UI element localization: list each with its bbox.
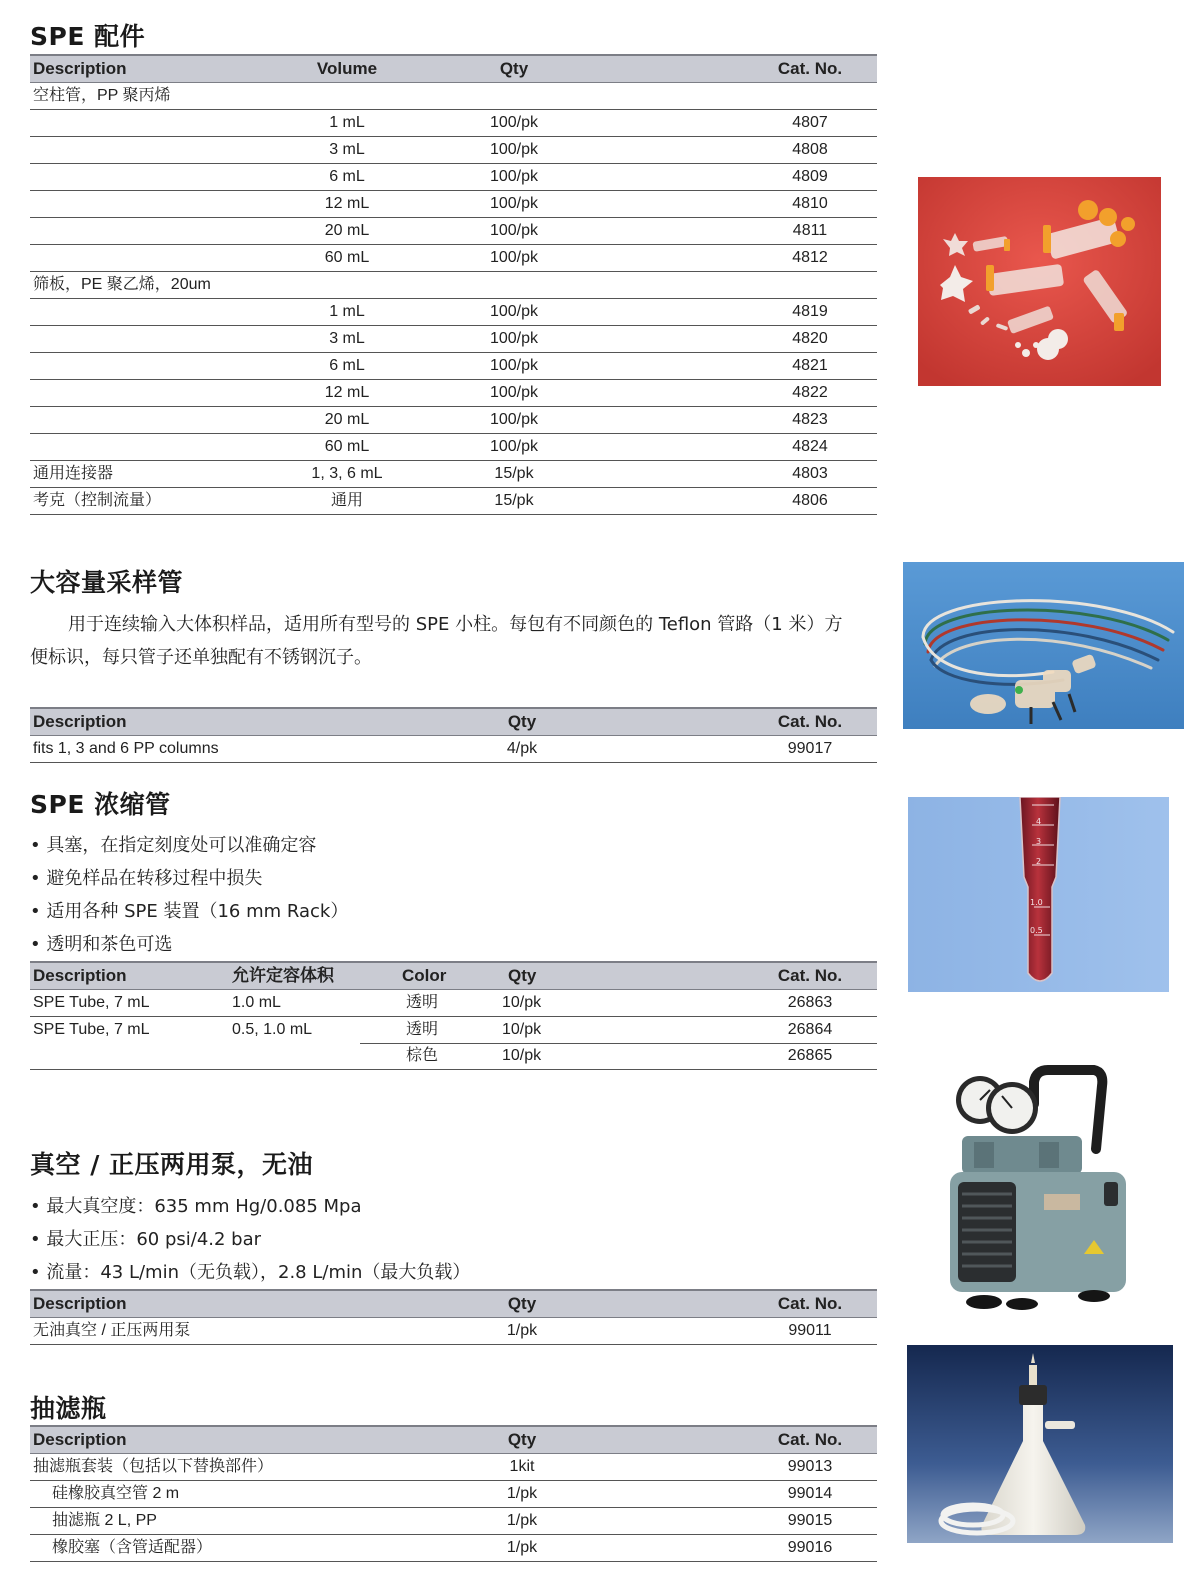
cell-cat-no: 99011	[788, 1322, 832, 1339]
cell-volume: 通用	[330, 492, 363, 509]
cell-cat-no: 4806	[792, 492, 828, 509]
cell-cat-no: 4803	[792, 465, 828, 482]
header-color: Color	[402, 966, 447, 985]
bulk-sampler-table	[30, 707, 877, 763]
cell-allowed-volume: 0.5, 1.0 mL	[232, 1021, 313, 1038]
header-volume: Volume	[316, 59, 378, 78]
cell-cat-no: 99015	[787, 1512, 833, 1529]
cell-volume: 1, 3, 6 mL	[311, 465, 383, 482]
cell-volume: 1 mL	[329, 303, 365, 320]
cell-qty: 1/pk	[506, 1539, 538, 1556]
pump-photo	[944, 1064, 1136, 1314]
cell-volume: 12 mL	[324, 384, 370, 401]
table-row	[30, 407, 877, 434]
table-row	[30, 1043, 877, 1070]
table-row	[30, 245, 877, 272]
cell-volume: 20 mL	[324, 222, 370, 239]
cell-color: 棕色	[406, 1047, 439, 1064]
cell-qty: 100/pk	[489, 168, 539, 185]
cell-cat-no: 4810	[792, 195, 828, 212]
table-row	[30, 434, 877, 461]
cell-cat-no: 4823	[792, 411, 828, 428]
cell-qty: 10/pk	[502, 1021, 542, 1038]
table-row	[30, 83, 877, 110]
table-row	[30, 1481, 877, 1508]
header-description: Description	[33, 712, 127, 731]
bulk-sampler-description	[30, 608, 880, 674]
header-allowed-volume: 允许定容体积	[232, 966, 334, 985]
cell-qty: 100/pk	[489, 114, 539, 131]
cell-cat-no: 4812	[792, 249, 828, 266]
cell-cat-no: 99017	[787, 740, 833, 757]
feature-item: • 适用各种 SPE 装置（16 mm Rack）	[30, 895, 348, 928]
table-row	[30, 191, 877, 218]
cell-qty: 100/pk	[489, 357, 539, 374]
tube-mark: 2	[1036, 857, 1042, 866]
filter-flask-table	[30, 1425, 877, 1562]
header-description: Description	[33, 59, 127, 78]
cell-qty: 4/pk	[506, 740, 538, 757]
table-header	[30, 707, 877, 736]
header-qty: Qty	[508, 966, 537, 985]
table-row	[30, 990, 877, 1017]
header-description: Description	[33, 966, 127, 985]
table-header	[30, 961, 877, 990]
cell-description: 橡胶塞（含管适配器）	[52, 1539, 213, 1556]
cell-qty: 1kit	[509, 1458, 535, 1475]
pump-feature-list	[30, 1190, 470, 1289]
table-row	[30, 736, 877, 763]
table-row	[30, 1017, 877, 1043]
concentrator-table	[30, 961, 877, 1070]
section-title-pump: 真空 / 正压两用泵，无油	[30, 1150, 314, 1179]
cell-qty: 100/pk	[489, 222, 539, 239]
feature-item: • 透明和茶色可选	[30, 928, 348, 961]
cell-volume: 6 mL	[329, 357, 365, 374]
spe-accessories-table	[30, 54, 877, 515]
table-row	[30, 1318, 877, 1345]
cell-description: 抽滤瓶 2 L, PP	[52, 1512, 157, 1529]
spe-accessories-photo	[918, 177, 1161, 386]
feature-item: • 具塞，在指定刻度处可以准确定容	[30, 829, 348, 862]
cell-qty: 1/pk	[506, 1485, 538, 1502]
cell-description: 无油真空 / 正压两用泵	[33, 1322, 191, 1339]
table-header	[30, 1425, 877, 1454]
cell-qty: 15/pk	[494, 492, 534, 509]
table-row	[30, 1454, 877, 1481]
cell-description: fits 1, 3 and 6 PP columns	[33, 740, 219, 757]
cell-qty: 100/pk	[489, 303, 539, 320]
cell-color: 透明	[406, 1021, 439, 1038]
cell-qty: 10/pk	[502, 1047, 542, 1064]
cell-cat-no: 99013	[787, 1458, 833, 1475]
cell-cat-no: 4822	[792, 384, 828, 401]
cell-allowed-volume: 1.0 mL	[232, 994, 281, 1011]
cell-description: 硅橡胶真空管 2 m	[52, 1485, 180, 1502]
cell-cat-no: 4821	[792, 357, 828, 374]
concentrator-tube-photo	[908, 797, 1169, 992]
feature-item: • 最大真空度：635 mm Hg/0.085 Mpa	[30, 1190, 470, 1223]
tube-mark: 1.0	[1030, 898, 1043, 907]
table-row	[30, 1508, 877, 1535]
cell-description: 考克（控制流量）	[33, 492, 162, 509]
table-row	[30, 137, 877, 164]
section-title-spe-accessories: SPE 配件	[30, 22, 146, 51]
table-row	[30, 164, 877, 191]
cell-qty: 100/pk	[489, 438, 539, 455]
cell-description: 通用连接器	[33, 465, 114, 482]
header-cat-no: Cat. No.	[777, 966, 843, 985]
concentrator-feature-list	[30, 829, 348, 961]
cell-qty: 1/pk	[506, 1512, 538, 1529]
cell-volume: 60 mL	[324, 249, 370, 266]
header-qty: Qty	[507, 1294, 537, 1313]
feature-item: • 流量：43 L/min（无负载），2.8 L/min（最大负载）	[30, 1256, 470, 1289]
cell-description: 空柱管，PP 聚丙烯	[33, 87, 171, 104]
header-qty: Qty	[507, 712, 537, 731]
cell-cat-no: 4811	[792, 222, 828, 239]
table-row	[30, 461, 877, 488]
cell-cat-no: 99014	[787, 1485, 833, 1502]
cell-volume: 60 mL	[324, 438, 370, 455]
cell-qty: 15/pk	[494, 465, 534, 482]
cell-qty: 100/pk	[489, 384, 539, 401]
table-row	[30, 272, 877, 299]
cell-volume: 12 mL	[324, 195, 370, 212]
cell-cat-no: 4819	[792, 303, 828, 320]
cell-color: 透明	[406, 994, 439, 1011]
table-header	[30, 54, 877, 83]
cell-cat-no: 26864	[787, 1021, 833, 1038]
description-line-1: 用于连续输入大体积样品，适用所有型号的 SPE 小柱。每包有不同颜色的 Teflon 管路（1 米）方	[68, 614, 843, 635]
cell-volume: 20 mL	[324, 411, 370, 428]
section-title-filter-flask: 抽滤瓶	[30, 1394, 107, 1423]
cell-cat-no: 4824	[792, 438, 828, 455]
feature-item: • 最大正压：60 psi/4.2 bar	[30, 1223, 470, 1256]
cell-description: 筛板，PE 聚乙烯，20um	[33, 276, 211, 293]
cell-description: SPE Tube, 7 mL	[33, 1021, 150, 1038]
table-row	[30, 1535, 877, 1562]
header-cat-no: Cat. No.	[777, 712, 843, 731]
cell-volume: 3 mL	[329, 330, 365, 347]
table-row	[30, 326, 877, 353]
cell-qty: 100/pk	[489, 330, 539, 347]
cell-qty: 10/pk	[502, 994, 542, 1011]
cell-cat-no: 26863	[787, 994, 833, 1011]
cell-qty: 100/pk	[489, 195, 539, 212]
feature-item: • 避免样品在转移过程中损失	[30, 862, 348, 895]
tube-mark: 4	[1036, 817, 1042, 826]
header-description: Description	[33, 1294, 127, 1313]
cell-qty: 100/pk	[489, 411, 539, 428]
header-qty: Qty	[507, 1430, 537, 1449]
section-title-bulk-sampler: 大容量采样管	[30, 568, 184, 597]
cell-volume: 1 mL	[329, 114, 365, 131]
header-qty: Qty	[499, 59, 529, 78]
cell-cat-no: 4809	[792, 168, 828, 185]
table-row	[30, 299, 877, 326]
cell-volume: 6 mL	[329, 168, 365, 185]
bulk-sampler-photo	[903, 562, 1184, 729]
header-description: Description	[33, 1430, 127, 1449]
cell-cat-no: 99016	[787, 1539, 833, 1556]
cell-cat-no: 4807	[792, 114, 828, 131]
table-row	[30, 110, 877, 137]
section-title-concentrator: SPE 浓缩管	[30, 790, 171, 819]
header-cat-no: Cat. No.	[777, 1294, 843, 1313]
cell-description: SPE Tube, 7 mL	[33, 994, 150, 1011]
table-row	[30, 488, 877, 515]
table-header	[30, 1289, 877, 1318]
cell-cat-no: 26865	[787, 1047, 833, 1064]
cell-qty: 100/pk	[489, 249, 539, 266]
cell-volume: 3 mL	[329, 141, 365, 158]
cell-qty: 100/pk	[489, 141, 539, 158]
cell-qty: 1/pk	[506, 1322, 538, 1339]
cell-description: 抽滤瓶套装（包括以下替换部件）	[33, 1458, 274, 1475]
table-row	[30, 353, 877, 380]
table-row	[30, 218, 877, 245]
header-cat-no: Cat. No.	[777, 1430, 843, 1449]
filter-flask-photo	[907, 1345, 1173, 1543]
table-row	[30, 380, 877, 407]
description-line-2: 便标识，每只管子还单独配有不锈钢沉子。	[30, 647, 372, 668]
header-cat-no: Cat. No.	[777, 59, 843, 78]
pump-table	[30, 1289, 877, 1345]
cell-cat-no: 4820	[792, 330, 828, 347]
cell-cat-no: 4808	[792, 141, 828, 158]
tube-mark: 0.5	[1030, 926, 1043, 935]
tube-mark: 3	[1036, 837, 1042, 846]
